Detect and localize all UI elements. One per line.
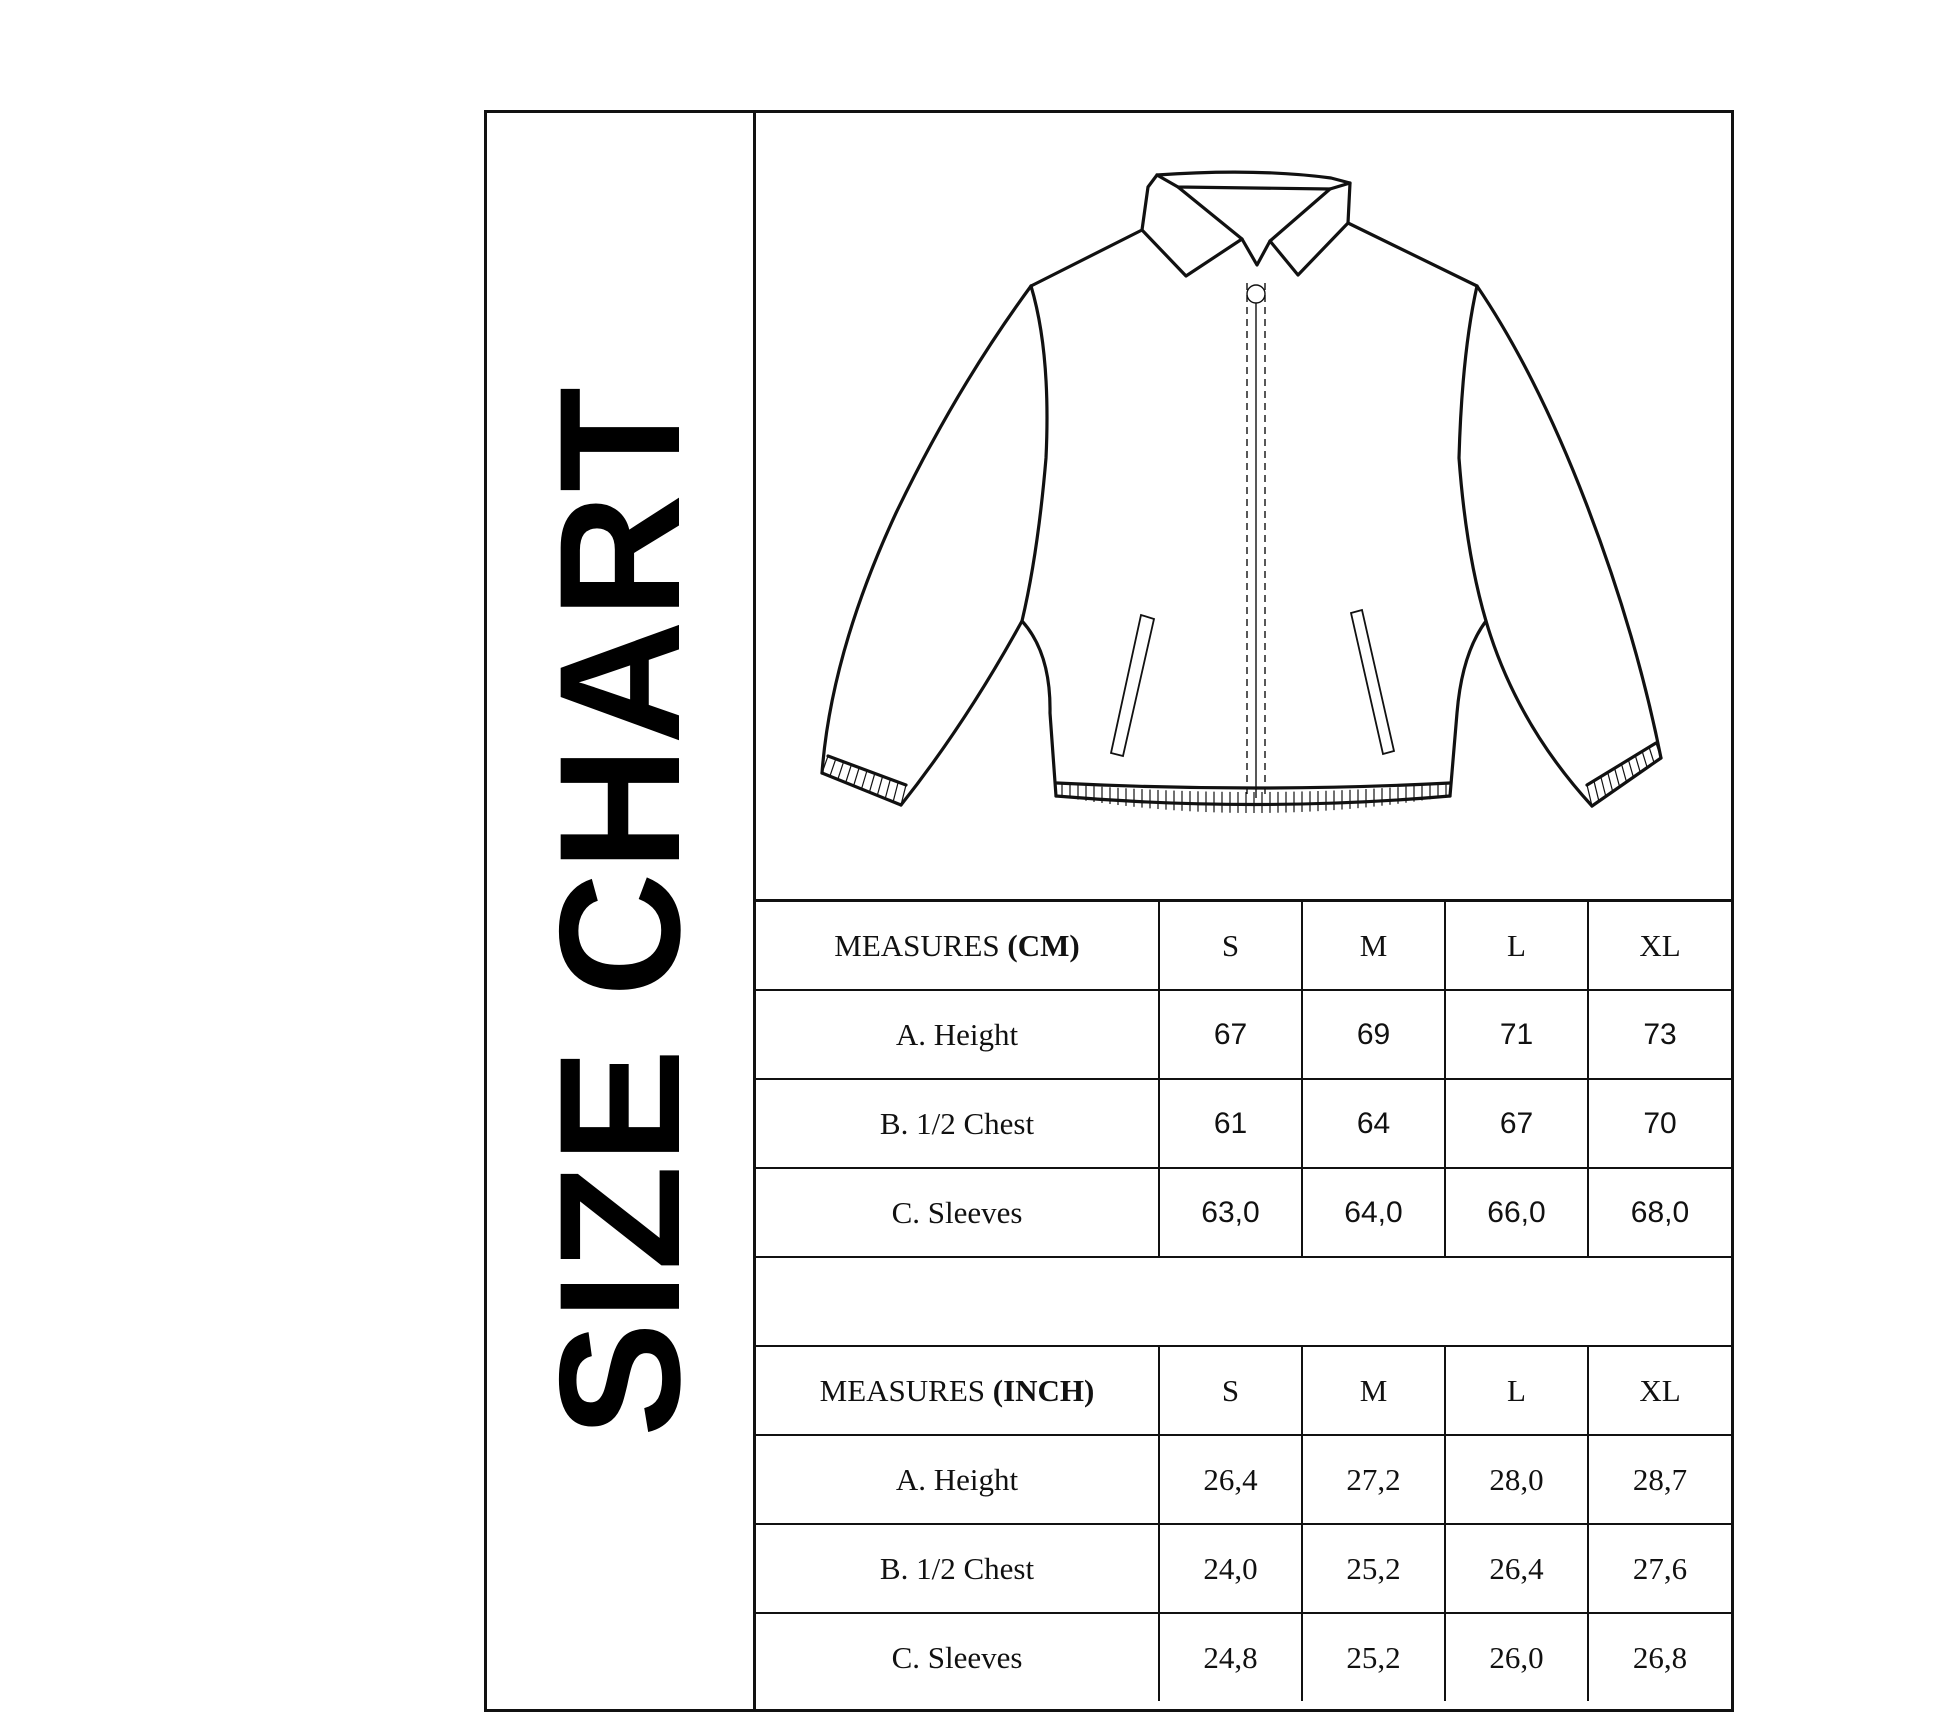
measure-value: 27,6: [1588, 1524, 1731, 1613]
measure-value: 28,0: [1445, 1435, 1588, 1524]
measure-value: 27,2: [1302, 1435, 1445, 1524]
measure-value: 71: [1445, 990, 1588, 1079]
size-header-m: M: [1302, 1346, 1445, 1435]
measure-value: 63,0: [1159, 1168, 1302, 1257]
measures-label: MEASURES: [819, 1372, 993, 1408]
size-header-xl: XL: [1588, 1346, 1731, 1435]
measure-value: 69: [1302, 990, 1445, 1079]
table-row: [756, 1168, 1731, 1257]
table-row: [756, 990, 1731, 1079]
size-chart-title: SIZE CHART: [524, 385, 716, 1437]
table-row: [756, 1524, 1731, 1613]
jacket-drawing-icon: [756, 113, 1731, 899]
measure-value: 24,0: [1159, 1524, 1302, 1613]
size-table: [756, 899, 1731, 1701]
table-spacer-row: [756, 1257, 1731, 1346]
size-header-l: L: [1445, 901, 1588, 991]
measure-value: 66,0: [1445, 1168, 1588, 1257]
size-header-l: L: [1445, 1346, 1588, 1435]
measure-value: 64: [1302, 1079, 1445, 1168]
measure-value: 73: [1588, 990, 1731, 1079]
measure-value: 70: [1588, 1079, 1731, 1168]
measure-value: 64,0: [1302, 1168, 1445, 1257]
size-header-s: S: [1159, 1346, 1302, 1435]
unit-label: (CM): [1007, 927, 1080, 963]
measure-value: 25,2: [1302, 1524, 1445, 1613]
jacket-illustration: [756, 113, 1731, 899]
table-row: [756, 1079, 1731, 1168]
measure-label: B. 1/2 Chest: [756, 1079, 1159, 1168]
table-header-row: [756, 901, 1731, 991]
measures-label: MEASURES: [834, 927, 1008, 963]
table-header-row: [756, 1346, 1731, 1435]
table-row: [756, 1613, 1731, 1701]
measure-value: 26,4: [1445, 1524, 1588, 1613]
measure-value: 26,0: [1445, 1613, 1588, 1701]
measure-value: 67: [1445, 1079, 1588, 1168]
measure-value: 68,0: [1588, 1168, 1731, 1257]
measures-unit-header: [756, 901, 1159, 991]
table-row: [756, 1435, 1731, 1524]
measure-value: 28,7: [1588, 1435, 1731, 1524]
measure-value: 25,2: [1302, 1613, 1445, 1701]
measure-label: A. Height: [756, 990, 1159, 1079]
spacer-cell: [756, 1257, 1731, 1346]
measure-value: 61: [1159, 1079, 1302, 1168]
measure-value: 26,8: [1588, 1613, 1731, 1701]
measure-label: A. Height: [756, 1435, 1159, 1524]
measure-label: B. 1/2 Chest: [756, 1524, 1159, 1613]
measure-label: C. Sleeves: [756, 1613, 1159, 1701]
unit-label: (INCH): [992, 1372, 1095, 1408]
size-header-m: M: [1302, 901, 1445, 991]
measure-value: 24,8: [1159, 1613, 1302, 1701]
size-header-xl: XL: [1588, 901, 1731, 991]
size-header-s: S: [1159, 901, 1302, 991]
measure-value: 67: [1159, 990, 1302, 1079]
measure-value: 26,4: [1159, 1435, 1302, 1524]
measures-unit-header: [756, 1346, 1159, 1435]
size-chart-frame: [484, 110, 1734, 1712]
chart-content: [756, 113, 1731, 1709]
measure-label: C. Sleeves: [756, 1168, 1159, 1257]
title-column: [487, 113, 756, 1709]
